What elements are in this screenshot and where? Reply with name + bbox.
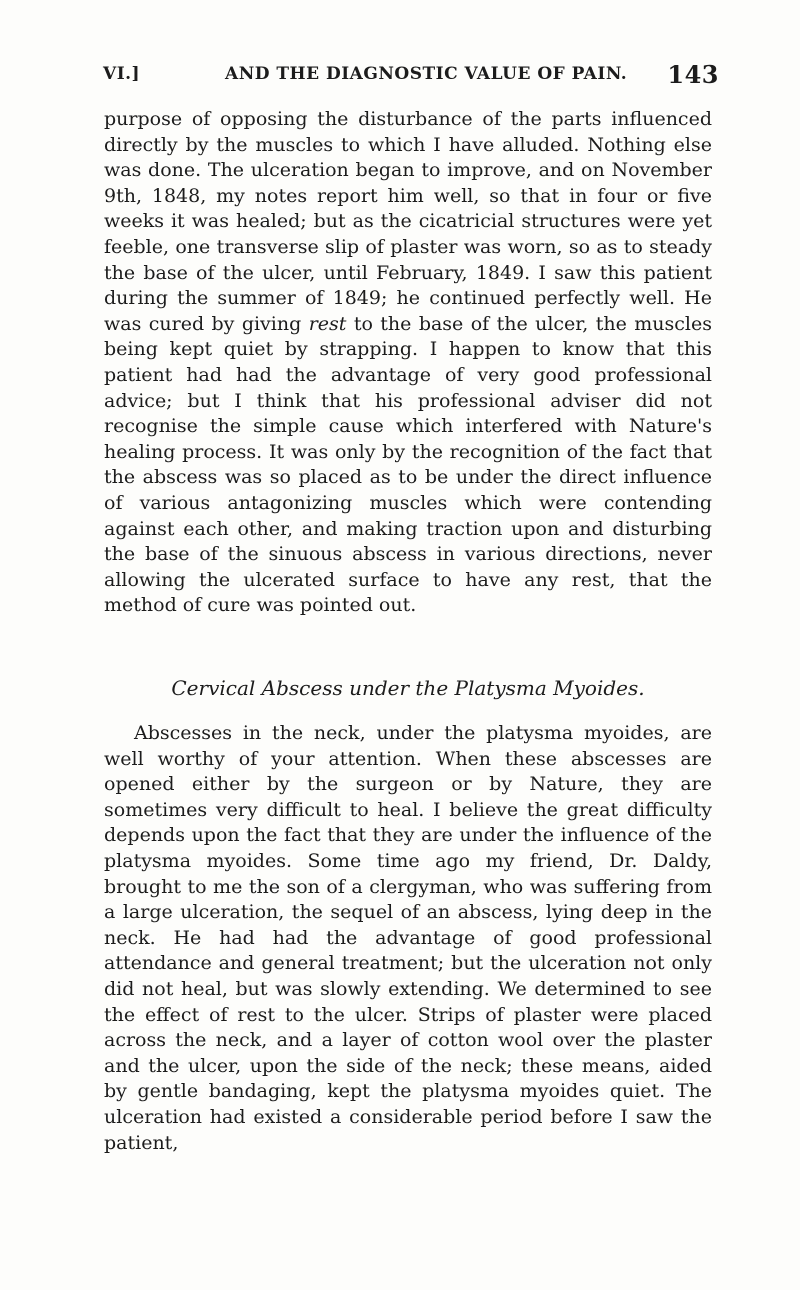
page-number: 143 <box>667 60 719 89</box>
running-head <box>103 60 719 94</box>
paragraph-1-text-b: to the base of the ulcer, the muscles being kept quiet by strapping. I happen to know that this patient had had the advantage of very good professional advice; but I think that his professional adviser did not recognise the simple cause which interfered with Nature's healing process. It was only by the recognition of the fact that the abscess was so placed as to be under the direct influence of various antagonizing muscles which were contending against each other, and making traction upon and disturbing the base of the sinuous abscess in various directions, never allowing the ulcerated surface to have any rest, that the method of cure was pointed out. <box>104 312 712 617</box>
emphasis-rest: rest <box>308 312 347 335</box>
paragraph-1-text-a: purpose of opposing the disturbance of the parts influenced directly by the muscles to which I have alluded. Nothing else was done. The ulceration began to improve, and on November 9th, 1848, my notes report him well, so that in four or five weeks it was healed; but as the cicatricial structures were yet feeble, one transverse slip of plaster was worn, so as to steady the base of the ulcer, until February, 1849. I saw this patient during the summer of 1849; he continued perfectly well. He was cured by giving <box>104 108 712 335</box>
section-heading: Cervical Abscess under the Platysma Myoides. <box>171 676 645 700</box>
paragraph-2-text: Abscesses in the neck, under the platysma myoides, are well worthy of your attention. When these abscesses are opened either by the surgeon or by Nature, they are sometimes very difficult to heal. I believe the great difficulty depends upon the fact that they are under the influence of the platysma myoides. Some time ago my friend, Dr. Daldy, brought to me the son of a clergyman, who was suffering from a large ulceration, the sequel of an abscess, lying deep in the neck. He had had the advantage of good professional attendance and general treatment; but the ulceration not only did not heal, but was slowly extending. We determined to see the effect of rest to the ulcer. Strips of plaster were placed across the neck, and a layer of cotton wool over the plaster and the ulcer, upon the side of the neck; these means, aided by gentle bandaging, kept the platysma myoides quiet. The ulceration had existed a considerable period before I saw the patient, <box>104 722 712 1154</box>
chapter-marker: VI.] <box>103 64 141 84</box>
body-paragraph-2 <box>104 721 712 1156</box>
body-paragraph-1 <box>104 107 712 619</box>
running-title: AND THE DIAGNOSTIC VALUE OF PAIN. <box>225 64 628 84</box>
